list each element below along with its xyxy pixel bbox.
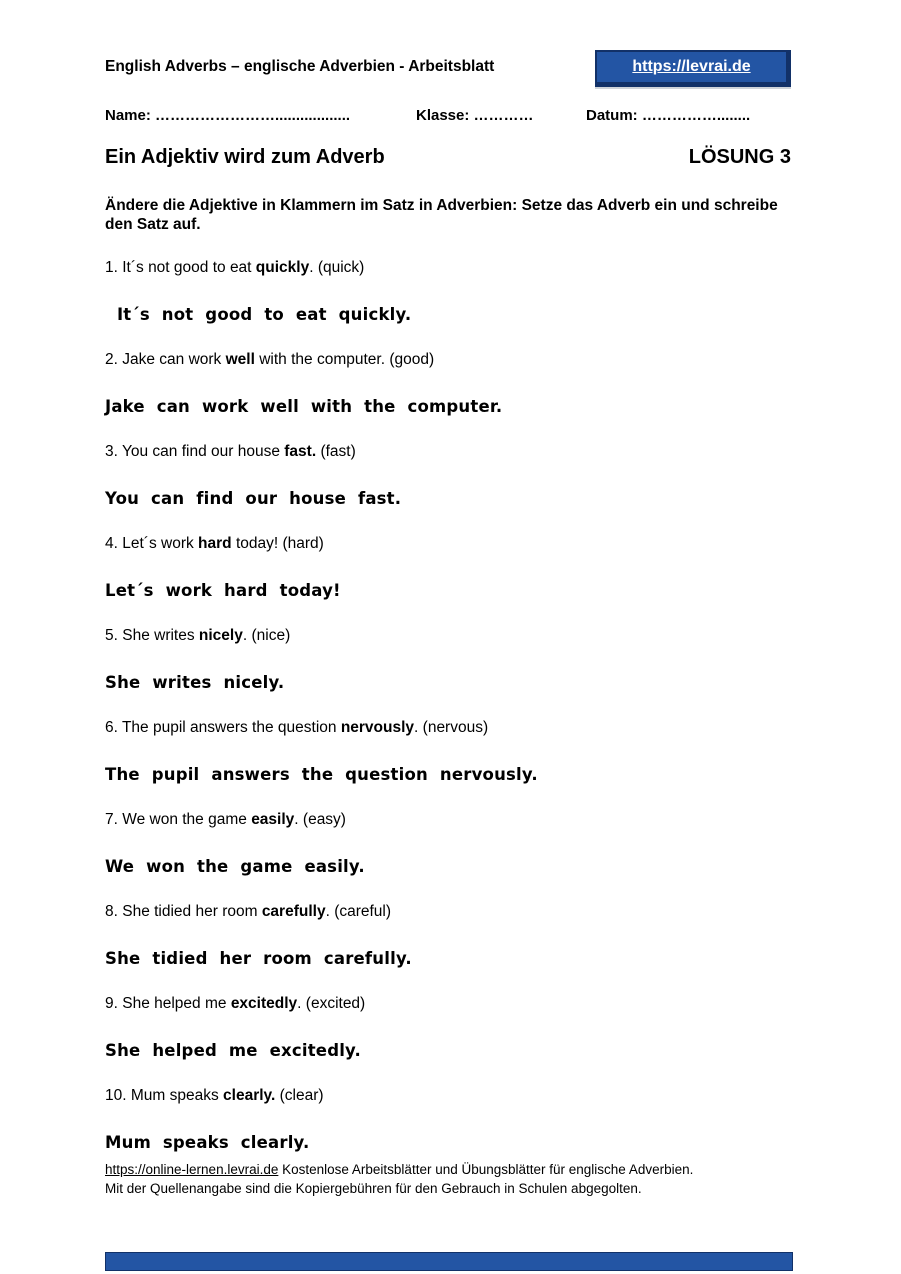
question-text: The pupil answers the question xyxy=(121,719,341,736)
exercise-item xyxy=(105,442,797,510)
footer-note xyxy=(105,1160,797,1198)
question-number: 6. xyxy=(105,719,122,736)
exercise-list xyxy=(105,258,797,1178)
question-text: Jake can work xyxy=(122,351,226,368)
question-text: You can find our house xyxy=(121,443,285,460)
answer-line: She tidied her room carefully. xyxy=(105,949,412,968)
levrai-link-box[interactable] xyxy=(595,50,791,87)
question-adverb-bold: fast. xyxy=(284,443,317,460)
question-number: 3. xyxy=(105,443,122,460)
question-number: 10. xyxy=(105,1087,131,1104)
datum-field-label: Datum: ……………........ xyxy=(586,107,751,124)
question-line xyxy=(105,626,797,646)
question-line xyxy=(105,1086,797,1106)
question-number: 1. xyxy=(105,259,123,276)
question-text: Mum speaks xyxy=(130,1087,224,1104)
question-line xyxy=(105,718,797,738)
answer-line: Jake can work well with the computer. xyxy=(105,397,503,416)
question-adverb-bold: easily xyxy=(251,811,295,828)
exercise-item xyxy=(105,994,797,1062)
question-number: 7. xyxy=(105,811,123,828)
footer-link[interactable]: https://online-lernen.levrai.de xyxy=(105,1162,279,1177)
exercise-item xyxy=(105,1086,797,1154)
question-number: 8. xyxy=(105,903,123,920)
question-adverb-bold: well xyxy=(225,351,255,368)
fields-row xyxy=(105,107,791,127)
exercise-item xyxy=(105,626,797,694)
question-text: She helped me xyxy=(122,995,231,1012)
question-adverb-bold: nervously xyxy=(340,719,415,736)
question-hint: . (quick) xyxy=(309,259,365,276)
question-number: 5. xyxy=(105,627,123,644)
answer-line: Let´s work hard today! xyxy=(105,581,341,600)
bottom-blue-bar xyxy=(105,1252,793,1271)
question-hint: . (easy) xyxy=(294,811,346,828)
question-line xyxy=(105,994,797,1014)
exercise-item xyxy=(105,810,797,878)
question-line xyxy=(105,258,797,278)
question-text: Let´s work xyxy=(122,535,199,552)
question-text: She writes xyxy=(122,627,199,644)
question-line xyxy=(105,350,797,370)
question-adverb-bold: carefully xyxy=(261,903,326,920)
answer-line: The pupil answers the question nervously. xyxy=(105,765,538,784)
question-hint: today! (hard) xyxy=(231,535,324,552)
footer-line1: Kostenlose Arbeitsblätter und Übungsblätter für englische Adverbien. xyxy=(278,1162,694,1177)
question-hint: . (nice) xyxy=(242,627,291,644)
question-hint: (fast) xyxy=(316,443,356,460)
solution-badge: LÖSUNG 3 xyxy=(688,146,791,168)
question-hint: (clear) xyxy=(275,1087,324,1104)
question-adverb-bold: nicely xyxy=(198,627,243,644)
question-number: 9. xyxy=(105,995,123,1012)
levrai-link[interactable]: https://levrai.de xyxy=(632,58,751,75)
question-adverb-bold: clearly. xyxy=(223,1087,276,1104)
answer-line: We won the game easily. xyxy=(105,857,365,876)
instructions-text: Ändere die Adjektive in Klammern im Satz in Adverbien: Setze das Adverb ein und schreibe den Satz auf. xyxy=(105,197,778,233)
question-number: 2. xyxy=(105,351,123,368)
page-title: Ein Adjektiv wird zum Adverb xyxy=(105,146,385,168)
answer-line: Mum speaks clearly. xyxy=(105,1133,310,1152)
question-line xyxy=(105,442,797,462)
question-text: She tidied her room xyxy=(122,903,262,920)
answer-line: She helped me excitedly. xyxy=(105,1041,361,1060)
question-line xyxy=(105,534,797,554)
answer-line: It´s not good to eat quickly. xyxy=(105,305,412,324)
question-hint: . (careful) xyxy=(325,903,392,920)
exercise-item xyxy=(105,534,797,602)
question-line xyxy=(105,810,797,830)
question-adverb-bold: quickly xyxy=(255,259,310,276)
question-text: We won the game xyxy=(122,811,252,828)
exercise-item xyxy=(105,350,797,418)
question-hint: . (excited) xyxy=(297,995,366,1012)
footer-line2: Mit der Quellenangabe sind die Kopiergebühren für den Gebrauch in Schulen abgegolten. xyxy=(105,1181,642,1196)
question-adverb-bold: excitedly xyxy=(230,995,298,1012)
question-hint: . (nervous) xyxy=(414,719,489,736)
answer-line: You can find our house fast. xyxy=(105,489,402,508)
header-title: English Adverbs – englische Adverbien - Arbeitsblatt xyxy=(105,58,495,75)
question-adverb-bold: hard xyxy=(198,535,232,552)
name-field-label: Name: …………………….................. xyxy=(105,107,351,124)
exercise-item xyxy=(105,258,797,326)
question-hint: with the computer. (good) xyxy=(254,351,435,368)
klasse-field-label: Klasse: ………… xyxy=(416,107,534,124)
exercise-item xyxy=(105,718,797,786)
question-text: It´s not good to eat xyxy=(122,259,256,276)
answer-line: She writes nicely. xyxy=(105,673,285,692)
question-line xyxy=(105,902,797,922)
question-number: 4. xyxy=(105,535,123,552)
exercise-item xyxy=(105,902,797,970)
title-row xyxy=(105,146,791,169)
header-row xyxy=(105,50,791,90)
